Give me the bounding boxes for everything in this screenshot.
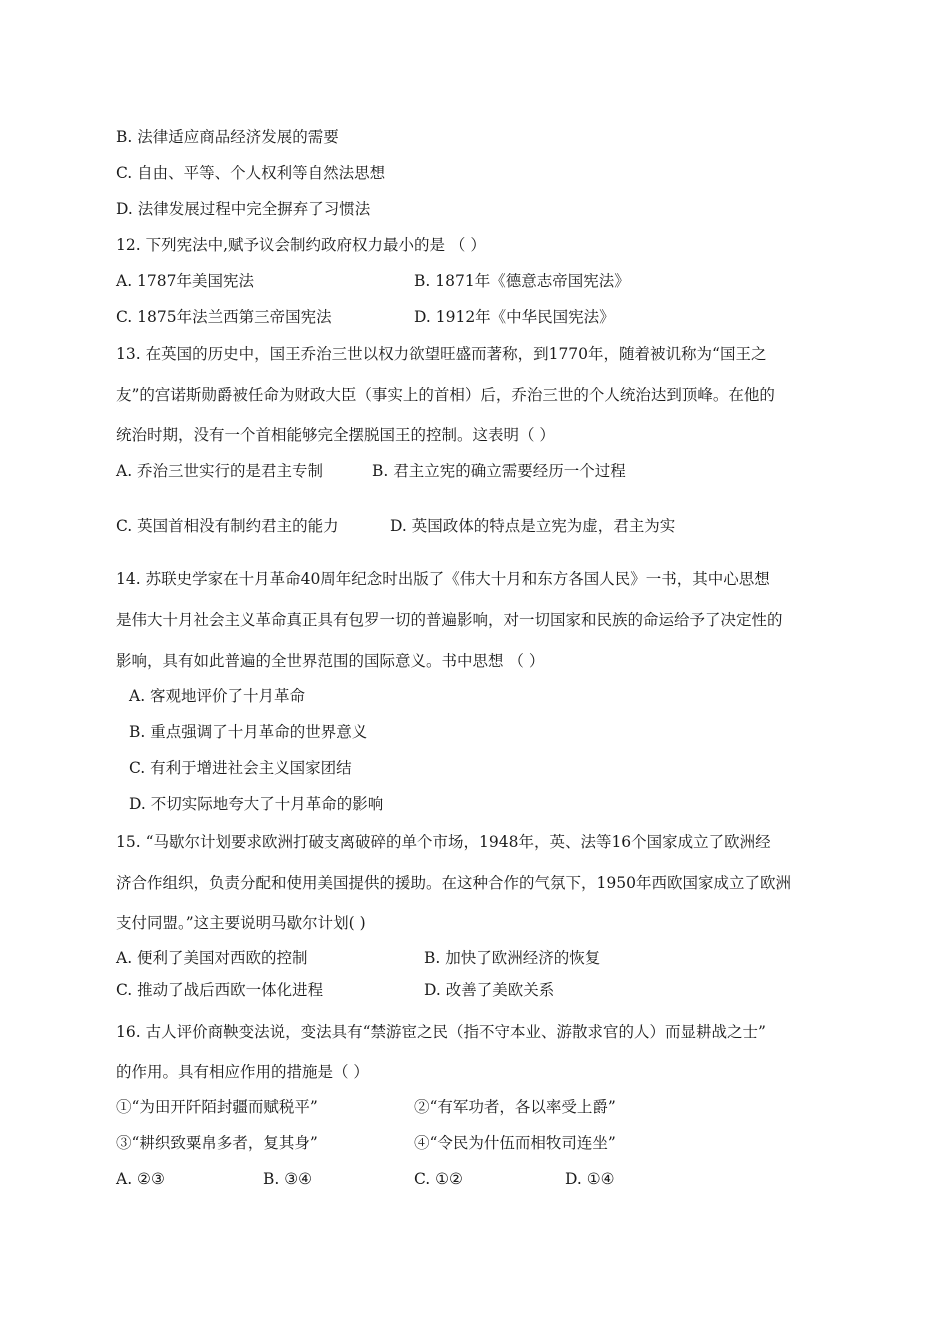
q15-stem-line3: 支付同盟。”这主要说明马歇尔计划( ) [116,914,366,932]
q16-stem-line1: 16. 古人评价商鞅变法说，变法具有“禁游宦之民（指不守本业、游散求官的人）而显耕战之士” [116,1023,766,1041]
q16-item-3: ③“耕织致粟帛多者，复其身” [116,1134,318,1152]
q12-option-a: A. 1787年美国宪法 [116,272,254,290]
q13-option-d: D. 英国政体的特点是立宪为虚，君主为实 [390,517,676,535]
q15-stem-line2: 济合作组织，负责分配和使用美国提供的援助。在这种合作的气氛下，1950年西欧国家成立了欧洲 [116,874,791,892]
q12-stem: 12. 下列宪法中,赋予议会制约政府权力最小的是 （ ） [116,236,486,254]
q16-stem-line2: 的作用。具有相应作用的措施是（ ） [116,1063,369,1081]
q15-option-c: C. 推动了战后西欧一体化进程 [116,981,324,999]
q14-stem-line2: 是伟大十月社会主义革命真正具有包罗一切的普遍影响，对一切国家和民族的命运给予了决定性的 [116,611,783,629]
q16-option-d: D. ①④ [565,1170,615,1188]
q13-option-c: C. 英国首相没有制约君主的能力 [116,517,339,535]
q13-option-a: A. 乔治三世实行的是君主专制 [116,462,324,480]
q15-option-d: D. 改善了美欧关系 [424,981,555,999]
q13-stem-line3: 统治时期，没有一个首相能够完全摆脱国王的控制。这表明（ ） [116,426,555,444]
q14-stem-line1: 14. 苏联史学家在十月革命40周年纪念时出版了《伟大十月和东方各国人民》一书，其中心思想 [116,570,770,588]
q11-option-b: B. 法律适应商品经济发展的需要 [116,128,339,146]
q13-stem-line2: 友”的宫诺斯勋爵被任命为财政大臣（事实上的首相）后，乔治三世的个人统治达到顶峰。在他的 [116,386,775,404]
q16-option-c: C. ①② [414,1170,463,1188]
q12-option-c: C. 1875年法兰西第三帝国宪法 [116,308,332,326]
q15-option-a: A. 便利了美国对西欧的控制 [116,949,308,967]
q15-option-b: B. 加快了欧洲经济的恢复 [424,949,601,967]
q16-option-a: A. ②③ [116,1170,165,1188]
q16-item-2: ②“有军功者，各以率受上爵” [414,1098,616,1116]
q15-stem-line1: 15. “马歇尔计划要求欧洲打破支离破碎的单个市场，1948年，英、法等16个国家成立了欧洲经 [116,833,771,851]
q14-option-d: D. 不切实际地夸大了十月革命的影响 [129,795,384,813]
q14-stem-line3: 影响，具有如此普遍的全世界范围的国际意义。书中思想 （ ） [116,652,545,670]
q14-option-a: A. 客观地评价了十月革命 [129,687,306,705]
q13-stem-line1: 13. 在英国的历史中，国王乔治三世以权力欲望旺盛而著称，到1770年，随着被讥称为“国王之 [116,345,767,363]
q16-item-1: ①“为田开阡陌封疆而赋税平” [116,1098,318,1116]
q11-option-c: C. 自由、平等、个人权利等自然法思想 [116,164,386,182]
q16-item-4: ④“令民为什伍而相牧司连坐” [414,1134,616,1152]
q16-option-b: B. ③④ [263,1170,313,1188]
q12-option-b: B. 1871年《德意志帝国宪法》 [414,272,630,290]
q14-option-c: C. 有利于增进社会主义国家团结 [129,759,352,777]
q11-option-d: D. 法律发展过程中完全摒弃了习惯法 [116,200,371,218]
q13-option-b: B. 君主立宪的确立需要经历一个过程 [372,462,626,480]
q14-option-b: B. 重点强调了十月革命的世界意义 [129,723,368,741]
q12-option-d: D. 1912年《中华民国宪法》 [414,308,615,326]
